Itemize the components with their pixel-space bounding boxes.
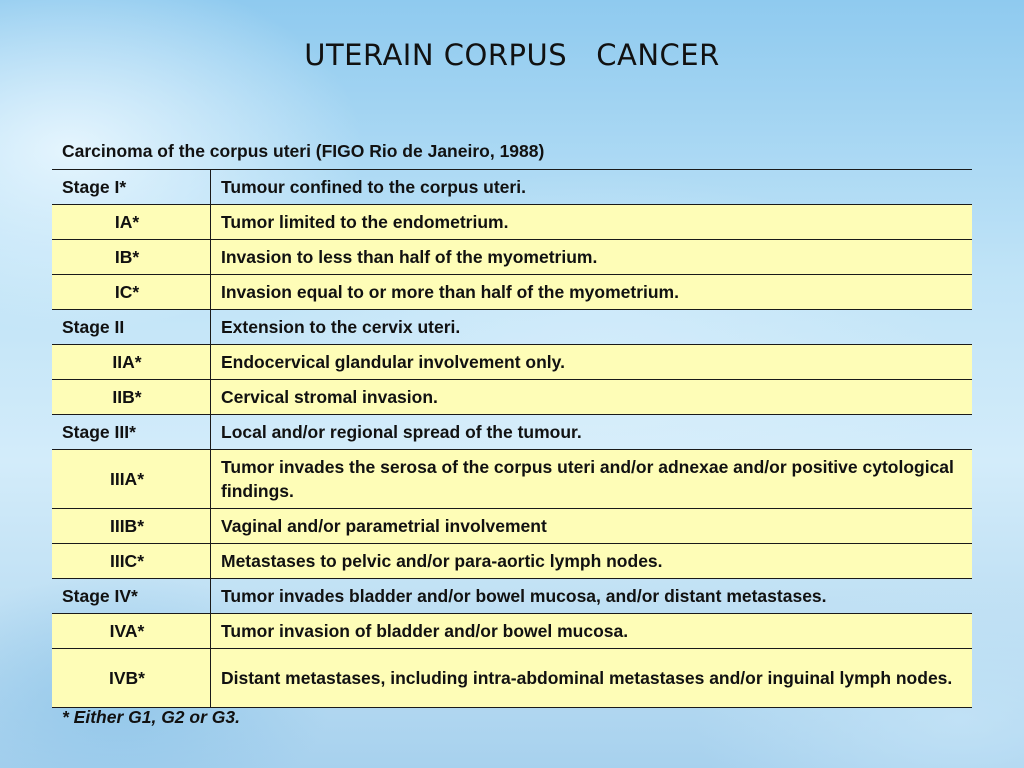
figo-staging-table — [52, 137, 972, 708]
table-row — [52, 579, 972, 614]
description-cell: Tumor invades the serosa of the corpus uteri and/or adnexae and/or positive cytological findings. — [211, 450, 973, 509]
table-row — [52, 310, 972, 345]
table-row — [52, 614, 972, 649]
description-cell: Distant metastases, including intra-abdominal metastases and/or inguinal lymph nodes. — [211, 649, 973, 708]
description-cell: Tumor invasion of bladder and/or bowel mucosa. — [211, 614, 973, 649]
table-row — [52, 509, 972, 544]
description-cell: Vaginal and/or parametrial involvement — [211, 509, 973, 544]
table-row — [52, 345, 972, 380]
stage-cell: IIIC* — [52, 544, 211, 579]
table-row — [52, 240, 972, 275]
table-row — [52, 380, 972, 415]
table-row — [52, 450, 972, 509]
description-cell: Invasion equal to or more than half of the myometrium. — [211, 275, 973, 310]
stage-cell: Stage IV* — [52, 579, 211, 614]
description-cell: Tumor invades bladder and/or bowel mucosa, and/or distant metastases. — [211, 579, 973, 614]
stage-cell: IA* — [52, 205, 211, 240]
footnote: * Either G1, G2 or G3. — [62, 707, 240, 727]
description-cell: Cervical stromal invasion. — [211, 380, 973, 415]
stage-cell: IIB* — [52, 380, 211, 415]
stage-cell: IIIA* — [52, 450, 211, 509]
stage-cell: Stage II — [52, 310, 211, 345]
table-row — [52, 205, 972, 240]
description-cell: Tumor limited to the endometrium. — [211, 205, 973, 240]
table-row — [52, 544, 972, 579]
stage-cell: Stage I* — [52, 170, 211, 205]
slide-title: UTERAIN CORPUS CANCER — [304, 38, 720, 72]
description-cell: Local and/or regional spread of the tumour. — [211, 415, 973, 450]
description-cell: Invasion to less than half of the myometrium. — [211, 240, 973, 275]
stage-cell: IB* — [52, 240, 211, 275]
description-cell: Endocervical glandular involvement only. — [211, 345, 973, 380]
table-row — [52, 275, 972, 310]
stage-cell: IIA* — [52, 345, 211, 380]
table-row — [52, 649, 972, 708]
description-cell: Metastases to pelvic and/or para-aortic lymph nodes. — [211, 544, 973, 579]
description-cell: Extension to the cervix uteri. — [211, 310, 973, 345]
stage-cell: IVB* — [52, 649, 211, 708]
stage-cell: Stage III* — [52, 415, 211, 450]
description-cell: Tumour confined to the corpus uteri. — [211, 170, 973, 205]
table-row — [52, 170, 972, 205]
table-row — [52, 415, 972, 450]
table-caption: Carcinoma of the corpus uteri (FIGO Rio de Janeiro, 1988) — [62, 141, 545, 161]
stage-cell: IIIB* — [52, 509, 211, 544]
stage-cell: IC* — [52, 275, 211, 310]
stage-cell: IVA* — [52, 614, 211, 649]
